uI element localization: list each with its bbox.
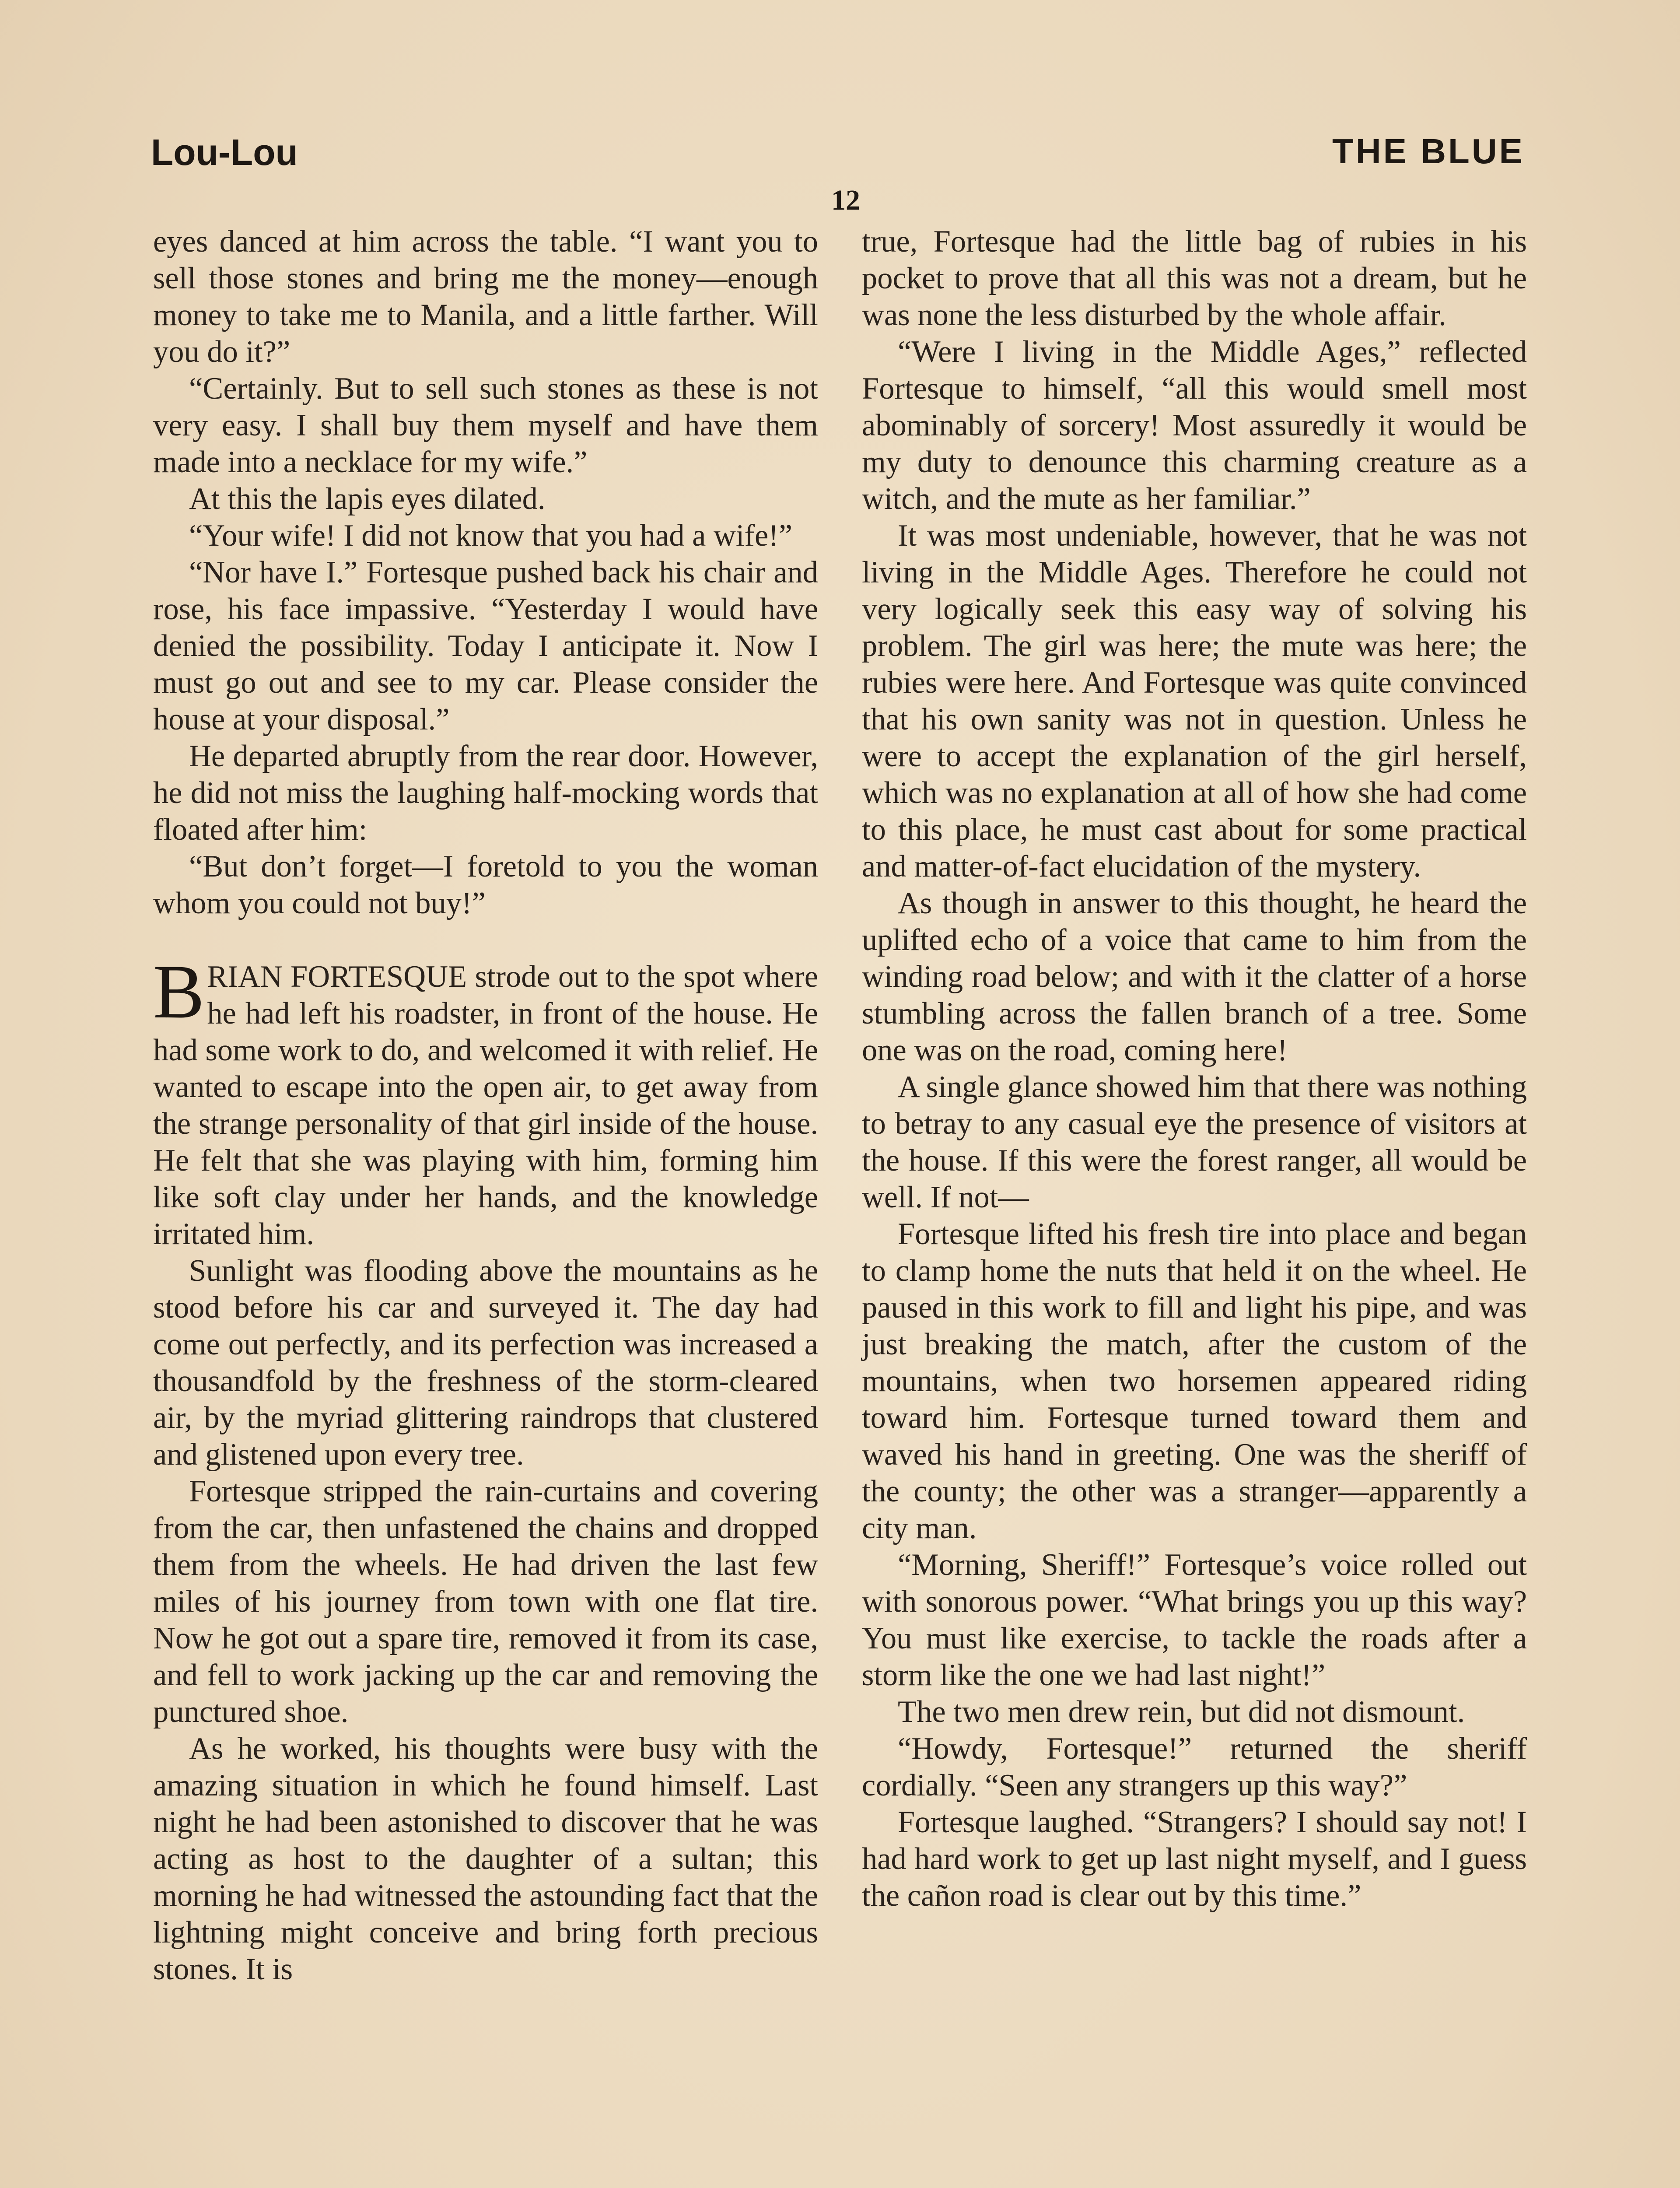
paragraph: As he worked, his thoughts were busy with the amazing situation in which he found himself. Last night he had been astonished to discover that he was acting as host to the daughter of a sultan; this morning he had witnessed the astounding fact that the lightning might conceive and bring forth precious stones. It is xyxy=(153,1732,818,1986)
left-column xyxy=(153,223,818,1988)
paragraph: Fortesque stripped the rain-curtains and covering from the car, then unfastened the chains and dropped them from the wheels. He had driven the last few miles of his journey from town with one flat tire. Now he got out a spare tire, removed it from its case, and fell to work jacking up the car and removing the punctured shoe. xyxy=(153,1474,818,1729)
paragraph: Sunlight was flooding above the mountains as he stood before his car and surveyed it. The day had come out perfectly, and its perfection was increased a thousandfold by the freshness of the storm-cleared air, by the myriad glittering raindrops that clustered and glistened upon every tree. xyxy=(153,1254,818,1472)
paragraph: “Nor have I.” Fortesque pushed back his chair and rose, his face impassive. “Yesterday I would have denied the possibility. Today I anticipate it. Now I must go out and see to my car. Please consider the house at your disposal.” xyxy=(153,555,818,736)
paragraph: Fortesque laughed. “Strangers? I should say not! I had hard work to get up last night myself, and I guess the cañon road is clear out by this time.” xyxy=(862,1805,1527,1913)
drop-cap: B xyxy=(153,949,205,1034)
paragraph: “But don’t forget—I foretold to you the woman whom you could not buy!” xyxy=(153,849,818,920)
paragraph: As though in answer to this thought, he heard the uplifted echo of a voice that came to him from the winding road below; and with it the clatter of a horse stumbling across the fallen branch of a tree. Some one was on the road, coming here! xyxy=(862,886,1527,1067)
page-number: 12 xyxy=(831,184,860,216)
paragraph: It was most undeniable, however, that he was not living in the Middle Ages. Therefore he could not very logically seek this easy way of solving his problem. The girl was here; the mute was here; the rubies were here. And Fortesque was quite convinced that his own sanity was not in question. Unless he were to accept the explanation of the girl herself, which was no explanation at all of how she had come to this place, he must cast about for some practical and matter-of-fact elucidation of the mystery. xyxy=(862,519,1527,884)
paragraph: “Your wife! I did not know that you had a wife!” xyxy=(189,519,793,553)
running-head-right: THE BLUE xyxy=(1332,132,1525,171)
paragraph: “Morning, Sheriff!” Fortesque’s voice rolled out with sonorous power. “What brings you up this way? You must like exercise, to tackle the roads after a storm like the one we had last night!” xyxy=(862,1548,1527,1692)
right-column xyxy=(862,223,1527,1914)
paragraph: He departed abruptly from the rear door. However, he did not miss the laughing half-mocking words that floated after him: xyxy=(153,739,818,847)
running-head-left: Lou-Lou xyxy=(151,132,298,173)
paragraph: Fortesque lifted his fresh tire into place and began to clamp home the nuts that held it on the wheel. He paused in this work to fill and light his pipe, and was just breaking the match, after the custom of the mountains, when two horsemen appeared riding toward him. Fortesque turned toward them and waved his hand in greeting. One was the sheriff of the county; the other was a stranger—apparently a city man. xyxy=(862,1217,1527,1545)
paragraph: “Certainly. But to sell such stones as these is not very easy. I shall buy them myself and have them made into a necklace for my wife.” xyxy=(153,372,818,479)
paragraph: At this the lapis eyes dilated. xyxy=(189,482,546,516)
section-opening-paragraph xyxy=(153,949,818,1252)
paragraph: “Howdy, Fortesque!” returned the sheriff cordially. “Seen any strangers up this way?” xyxy=(862,1732,1527,1802)
paragraph: true, Fortesque had the little bag of rubies in his pocket to prove that all this was not a dream, but he was none the less disturbed by the whole affair. xyxy=(862,224,1527,332)
paragraph: eyes danced at him across the table. “I want you to sell those stones and bring me the money—enough money to take me to Manila, and a little farther. Will you do it?” xyxy=(153,224,818,369)
paragraph: “Were I living in the Middle Ages,” reflected Fortesque to himself, “all this would smell most abominably of sorcery! Most assuredly it would be my duty to denounce this charming creature as a witch, and the mute as her familiar.” xyxy=(862,335,1527,516)
paragraph: The two men drew rein, but did not dismount. xyxy=(898,1695,1465,1729)
paragraph: A single glance showed him that there was nothing to betray to any casual eye the presence of visitors at the house. If this were the forest ranger, all would be well. If not— xyxy=(862,1070,1527,1214)
section-opening-text: RIAN FORTESQUE strode out to the spot where he had left his roadster, in front of the house. He had some work to do, and welcomed it with relief. He wanted to escape into the open air, to get away from the strange personality of that girl inside of the house. He felt that she was playing with him, forming him like soft clay under her hands, and the knowledge irritated him. xyxy=(153,960,818,1251)
